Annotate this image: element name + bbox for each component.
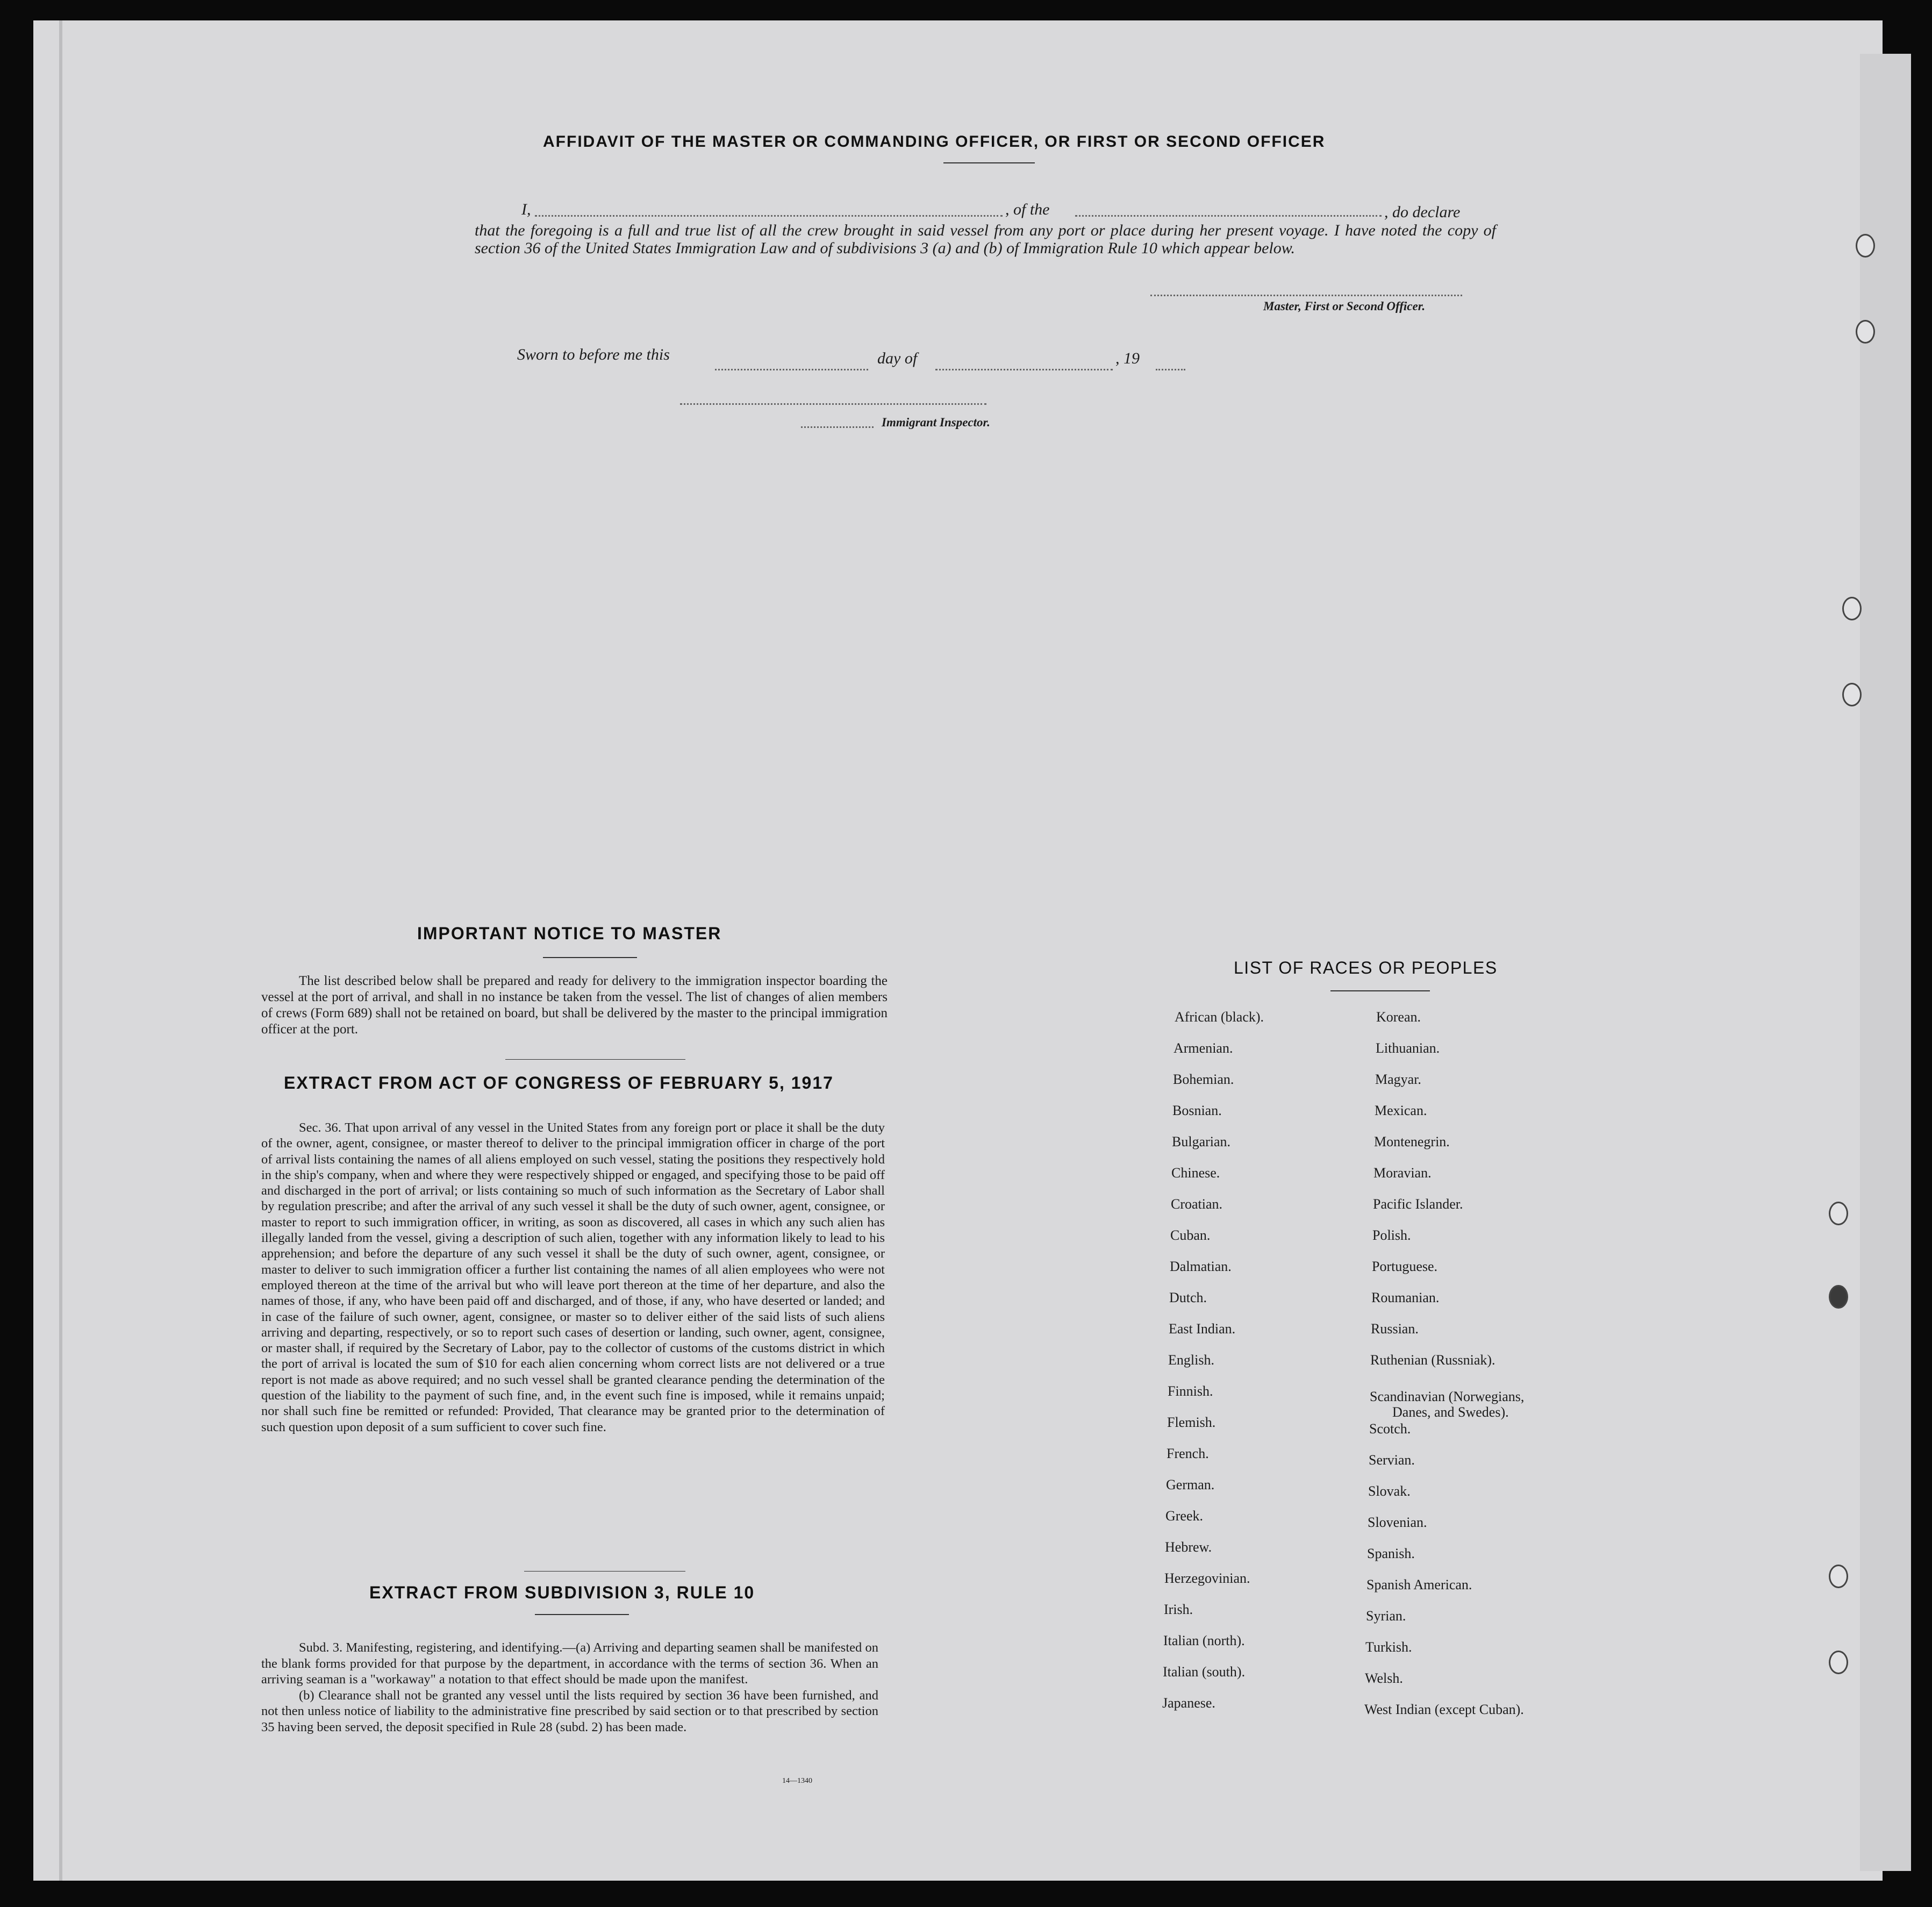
form-number: 14—1340	[782, 1777, 812, 1785]
race-item: Bohemian.	[1173, 1072, 1234, 1087]
race-item: Bulgarian.	[1172, 1134, 1231, 1149]
race-item: Finnish.	[1168, 1383, 1213, 1399]
year-blank	[1156, 369, 1185, 370]
page-edge	[59, 20, 62, 1881]
race-item: Chinese.	[1171, 1165, 1220, 1181]
binder-hole	[1829, 1285, 1848, 1309]
inspector-label: Immigrant Inspector.	[882, 416, 990, 429]
races-title: LIST OF RACES OR PEOPLES	[1234, 958, 1498, 977]
notice-text: The list described below shall be prepared and ready for delivery to the immigration inspector boarding the vessel at the port of arrival, and shall in no instance be taken from the vessel. The list of changes of alien members of crews (Form 689) shall not be retained on board, but shall be delivered by the master to the principal immigration officer at the port.	[261, 974, 888, 1037]
race-item: German.	[1166, 1477, 1215, 1492]
day-blank	[715, 369, 868, 370]
divider	[943, 162, 1035, 163]
race-item: Turkish.	[1365, 1639, 1412, 1655]
extract-act-title: EXTRACT FROM ACT OF CONGRESS OF FEBRUARY 5, 1917	[284, 1073, 834, 1092]
year-prefix: , 19	[1115, 349, 1140, 367]
divider	[524, 1571, 685, 1572]
race-item: West Indian (except Cuban).	[1364, 1702, 1524, 1717]
affidavit-do-declare: , do declare	[1384, 203, 1461, 221]
race-item: Welsh.	[1365, 1670, 1403, 1686]
race-item: Hebrew.	[1165, 1539, 1212, 1555]
day-of-label: day of	[877, 349, 918, 367]
race-item: Scotch.	[1369, 1421, 1411, 1437]
race-item: Greek.	[1165, 1508, 1204, 1524]
name-blank	[535, 215, 1003, 217]
extract-act-text: Sec. 36. That upon arrival of any vessel in the United States from any foreign port or place it shall be the duty of the owner, agent, consignee, or master thereof to deliver to the principal immigration officer in charge of the port of arrival lists containing the names of all aliens employed on such vessel, stating the positions they respectively hold in the ship's company, when and where they were respectively shipped or engaged, and specifying those to be paid off and discharged in the port of arrival; or lists containing so much of such information as the Secretary of Labor shall by regulation prescribe; and after the arrival of any such vessel it shall be the duty of such owner, agent, consignee, or master to report to such immigration officer, in writing, as soon as discovered, all cases in which any such alien has illegally landed from the vessel, giving a description of such alien, together with any information likely to lead to his apprehension; and before the departure of any such vessel it shall be the duty of such owner, agent, consignee, or master to deliver to such immigration officer a further list containing the names of all alien employees who were not employed thereon at the time of the arrival but who will leave port thereon at the time of her departure, and also the names of those, if any, who have been paid off and discharged, and of those, if any, who have deserted or landed; and in case of the failure of such owner, agent, consignee, or master so to deliver either of the said lists of such aliens arriving and departing, respectively, or so to report such cases of desertion or landing, such owner, agent, consignee, or master shall, if required by the Secretary of Labor, pay to the collector of customs of the customs district in which the port of arrival is located the sum of $10 for each alien concerning whom correct lists are not delivered or a true report is not made as above required; and no such vessel shall be granted clearance pending the determination of the question of the liability to the payment of such fine, and, in the event such fine is imposed, while it remains unpaid; nor shall such fine be remitted or refunded: Provided, That clearance may be granted prior to the determination of such question upon deposit of a sum sufficient to cover such fine.	[261, 1120, 885, 1434]
sworn-label: Sworn to before me this	[517, 346, 670, 363]
race-item: Italian (north).	[1163, 1633, 1245, 1648]
race-item: Slovak.	[1368, 1483, 1411, 1499]
race-item: Dalmatian.	[1170, 1259, 1232, 1274]
inspector-lead-blank	[801, 426, 874, 428]
divider	[535, 1614, 629, 1615]
race-item: Servian.	[1369, 1452, 1415, 1468]
binder-hole	[1856, 234, 1875, 258]
race-item: Syrian.	[1366, 1608, 1406, 1624]
affidavit-i-label: I,	[521, 201, 531, 218]
race-item: Herzegovinian.	[1164, 1570, 1250, 1586]
race-item: Pacific Islander.	[1373, 1196, 1463, 1212]
binder-hole	[1829, 1565, 1848, 1588]
signature-label: Master, First or Second Officer.	[1263, 299, 1426, 313]
notice-title: IMPORTANT NOTICE TO MASTER	[417, 924, 722, 943]
race-item: Danes, and Swedes).	[1392, 1404, 1509, 1420]
race-item: African (black).	[1175, 1009, 1264, 1025]
binder-hole	[1829, 1651, 1848, 1674]
race-item: Slovenian.	[1368, 1515, 1427, 1530]
race-item: Magyar.	[1375, 1072, 1421, 1087]
race-item: Flemish.	[1167, 1415, 1216, 1430]
binder-hole	[1829, 1202, 1848, 1225]
month-blank	[935, 369, 1113, 370]
race-item: Portuguese.	[1372, 1259, 1438, 1274]
race-item: Korean.	[1376, 1009, 1421, 1025]
vessel-blank	[1075, 215, 1382, 217]
binder-hole	[1842, 683, 1862, 706]
document-page	[33, 20, 1883, 1881]
race-item: Spanish.	[1367, 1546, 1415, 1561]
race-item: East Indian.	[1169, 1321, 1236, 1337]
divider	[505, 1059, 685, 1060]
binder-hole	[1856, 320, 1875, 344]
rule-para-a: Subd. 3. Manifesting, registering, and identifying.—(a) Arriving and departing seamen shall be manifested on the blank forms provided for that purpose by the department, in accordance with the terms of section 36. When an arriving seaman is a "workaway" a notation to that effect should be made upon the manifest.	[261, 1640, 878, 1687]
extract-rule-text	[261, 1640, 878, 1735]
race-item: Scandinavian (Norwegians,	[1370, 1389, 1525, 1404]
master-signature-blank	[1150, 295, 1462, 296]
race-item: French.	[1167, 1446, 1209, 1461]
affidavit-statement: that the foregoing is a full and true list of all the crew brought in said vessel from any port or place during her present voyage. I have noted the copy of section 36 of the United States Immigration Law and of subdivisions 3 (a) and (b) of Immigration Rule 10 which appear below.	[475, 222, 1496, 257]
race-item: Bosnian.	[1172, 1103, 1222, 1118]
divider	[1330, 990, 1430, 991]
extract-rule-title: EXTRACT FROM SUBDIVISION 3, RULE 10	[369, 1583, 755, 1602]
inspector-signature-blank	[680, 403, 986, 405]
race-item: Russian.	[1371, 1321, 1419, 1337]
race-item: Cuban.	[1170, 1227, 1211, 1243]
race-item: Armenian.	[1173, 1040, 1233, 1056]
race-item: Montenegrin.	[1374, 1134, 1450, 1149]
race-item: Moravian.	[1373, 1165, 1432, 1181]
race-item: Polish.	[1372, 1227, 1411, 1243]
race-item: Dutch.	[1169, 1290, 1207, 1305]
race-item: Croatian.	[1171, 1196, 1223, 1212]
divider	[543, 957, 637, 958]
race-item: Irish.	[1164, 1602, 1193, 1617]
race-item: Italian (south).	[1163, 1664, 1246, 1680]
binder-hole	[1842, 597, 1862, 620]
race-item: Japanese.	[1162, 1695, 1215, 1711]
affidavit-title: AFFIDAVIT OF THE MASTER OR COMMANDING OFFICER, OR FIRST OR SECOND OFFICER	[543, 133, 1326, 151]
race-item: Ruthenian (Russniak).	[1370, 1352, 1495, 1368]
race-item: Spanish American.	[1366, 1577, 1472, 1592]
rule-para-b: (b) Clearance shall not be granted any vessel until the lists required by section 36 have been furnished, and not then unless notice of liability to the administrative fine prescribed by said section or to that prescribed by section 35 having been served, the deposit specified in Rule 28 (subd. 2) has been made.	[261, 1688, 878, 1734]
affidavit-of-the: , of the	[1005, 201, 1050, 218]
race-item: Lithuanian.	[1376, 1040, 1440, 1056]
race-item: English.	[1168, 1352, 1214, 1368]
race-item: Mexican.	[1375, 1103, 1427, 1118]
race-item: Roumanian.	[1371, 1290, 1440, 1305]
